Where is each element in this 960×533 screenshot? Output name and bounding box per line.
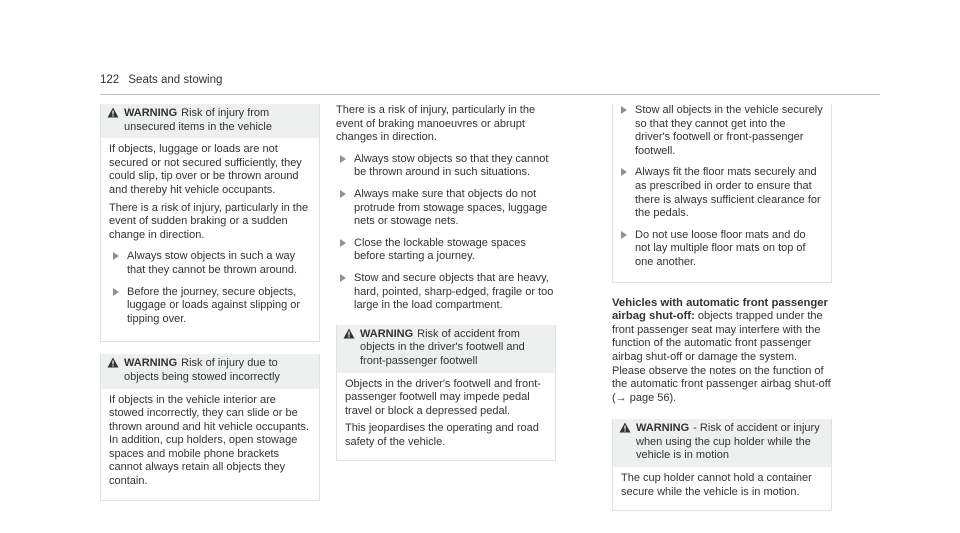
- list-item-text: Close the lockable stowage spaces before starting a journey.: [354, 236, 526, 263]
- airbag-title: Vehicles with automatic front passenger airbag shut-off:: [612, 296, 828, 323]
- arrow-bullet-icon: [113, 252, 119, 260]
- warning-header: [101, 354, 319, 388]
- list-item: [336, 237, 556, 264]
- list-item: [109, 286, 311, 327]
- arrow-bullet-icon: [340, 274, 346, 282]
- bullet-list: [109, 250, 311, 326]
- list-item: [617, 229, 823, 270]
- page-number: 122: [100, 74, 120, 86]
- list-item: [336, 188, 556, 229]
- arrow-bullet-icon: [621, 168, 627, 176]
- warning-header: [613, 419, 831, 467]
- section-title: Seats and stowing: [128, 74, 223, 86]
- warning-triangle-icon: [343, 328, 355, 339]
- paragraph: If objects in the vehicle interior are stowed incorrectly, they can slide or be thrown around and hit vehicle occupants. In addition, cup holders, open stowage spaces and mobile phone brackets cannot always retain all objects they contain.: [109, 393, 309, 488]
- warning-label: WARNING: [124, 107, 178, 119]
- paragraph: This jeopardises the operating and road safety of the vehicle.: [345, 422, 539, 448]
- paragraph: The cup holder cannot hold a container secure while the vehicle is in motion.: [621, 472, 812, 498]
- warning-body: [337, 373, 555, 461]
- warning-label: WARNING: [124, 357, 178, 370]
- warning-title: - Risk of accident or injury when using the cup holder while the vehicle is in motion: [636, 422, 820, 462]
- intro-text: [336, 104, 556, 145]
- airbag-text: objects trapped under the front passenger seat may interfere with the function of the automatic front passenger airbag shut-off or damage the system. Please observe the notes on the function of the automatic front passenger airbag shut-off (→ page 56).: [612, 310, 831, 404]
- warning-title: Risk of accident from objects in the driver's footwell and front-passenger footwell: [360, 327, 525, 367]
- column-1: [100, 104, 320, 501]
- column-3: [612, 104, 832, 511]
- warning-box-unsecured-items: [100, 104, 320, 342]
- arrow-bullet-icon: [340, 190, 346, 198]
- warning-title: Risk of injury due to objects being stowed incorrectly: [124, 357, 280, 383]
- warning-label: WARNING: [636, 422, 690, 435]
- list-item-text: Do not use loose floor mats and do not lay multiple floor mats on top of one another.: [635, 228, 806, 268]
- list-item-text: Always fit the floor mats securely and as prescribed in order to ensure that there is always sufficient clearance for the pedals.: [635, 166, 821, 220]
- page-header: [100, 74, 880, 95]
- warning-header: [337, 325, 555, 373]
- arrow-bullet-icon: [621, 106, 627, 114]
- arrow-bullet-icon: [621, 231, 627, 239]
- warning-triangle-icon: [107, 107, 119, 118]
- list-item-text: Stow and secure objects that are heavy, hard, pointed, sharp-edged, fragile or too large in the load compartment.: [354, 271, 554, 312]
- list-item-text: Stow all objects in the vehicle securely so that they cannot get into the driver's footwell or front-passenger footwell.: [635, 104, 823, 157]
- warning-triangle-icon: [619, 422, 631, 433]
- warning-title: Risk of injury from unsecured items in the vehicle: [124, 107, 272, 133]
- paragraph: There is a risk of injury, particularly in the event of sudden braking or a sudden change in direction.: [109, 201, 309, 241]
- warning-box-stowed-incorrectly: [100, 354, 320, 500]
- list-item-text: Before the journey, secure objects, luggage or loads against slipping or tipping over.: [127, 285, 301, 325]
- list-item: [336, 153, 556, 180]
- bullet-list: [336, 153, 556, 313]
- warning-body: [101, 138, 319, 341]
- paragraph: Objects in the driver's footwell and front-passenger footwell may impede pedal travel or block a depressed pedal.: [345, 377, 541, 417]
- arrow-bullet-icon: [340, 239, 346, 247]
- list-item-text: Always stow objects in such a way that they cannot be thrown around.: [127, 250, 298, 276]
- warning-body: [613, 467, 831, 510]
- list-item: [617, 166, 823, 220]
- list-item: [336, 272, 556, 313]
- warning-label: WARNING: [360, 327, 414, 340]
- bullet-box: [612, 104, 832, 283]
- list-item: [109, 250, 311, 277]
- warning-header: [101, 104, 319, 138]
- list-item-text: Always make sure that objects do not protrude from stowage spaces, luggage nets or stowage nets.: [354, 187, 548, 228]
- bullet-list: [617, 104, 823, 270]
- airbag-section: [612, 297, 832, 406]
- warning-box-footwell: [336, 325, 556, 462]
- list-item: [617, 104, 823, 158]
- arrow-bullet-icon: [113, 288, 119, 296]
- warning-triangle-icon: [107, 357, 119, 368]
- paragraph: There is a risk of injury, particularly in the event of braking manoeuvres or abrupt changes in direction.: [336, 104, 536, 144]
- paragraph: If objects, luggage or loads are not secured or not secured sufficiently, they could slip, tip over or be thrown around and thereby hit vehicle occupants.: [109, 143, 302, 196]
- warning-box-cup-holder: [612, 419, 832, 511]
- column-2: [336, 104, 556, 461]
- list-item-text: Always stow objects so that they cannot be thrown around in such situations.: [354, 152, 549, 179]
- arrow-bullet-icon: [340, 155, 346, 163]
- warning-body: [101, 389, 319, 500]
